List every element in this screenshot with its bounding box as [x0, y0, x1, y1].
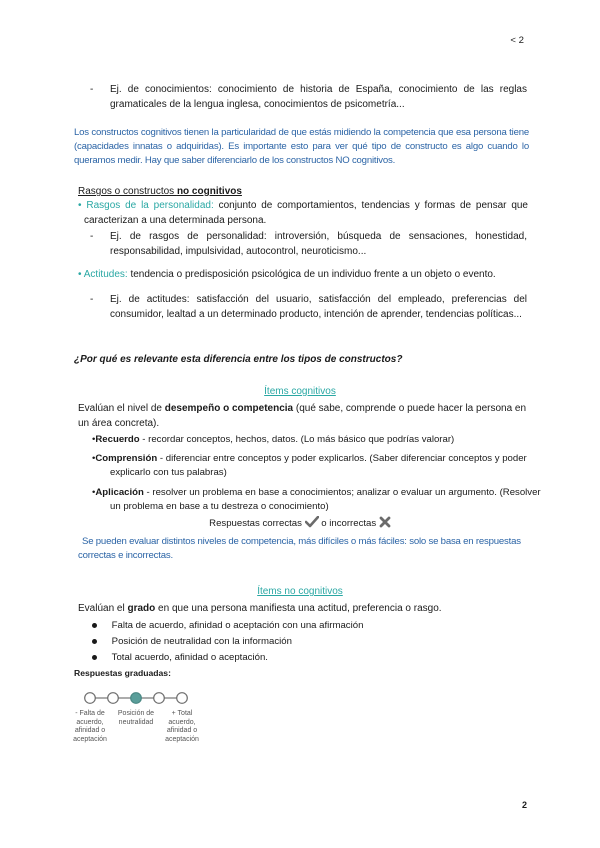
noncognitive-intro-post: en que una persona manifiesta una actitud, preferencia o rasgo.	[155, 603, 442, 614]
cognitive-constructs-note: Los constructos cognitivos tienen la particularidad de que estás midiendo la competencia que esa persona tiene (capacidades innatas o adquiridas). Es importante esto para ver qué tipo de constructo es algo cuando lo queramos medir. Hay que saber diferenciarlo de los constructos NO cognitivos.	[74, 127, 529, 166]
bullet-text: Posición de neutralidad con la información	[111, 636, 292, 647]
teal-bullet: •	[78, 269, 82, 280]
relevance-question: ¿Por qué es relevante esta diferencia entre los tipos de constructos?	[74, 354, 403, 365]
knowledge-example-text: Ej. de conocimientos: conocimiento de historia de España, conocimiento de las reglas gramaticales de la lengua inglesa, conocimientos de psicometría...	[110, 84, 527, 110]
cognitive-item-comprehension: •Comprensión - diferenciar entre conceptos y poder explicarlos. (Saber diferenciar conceptos y poder explicarlo con tus palabras)	[92, 453, 527, 478]
scale-dot-1	[85, 693, 96, 704]
cross-icon	[379, 516, 391, 528]
noncognitive-items-title: Ítems no cognitivos	[257, 586, 343, 597]
application-text: - resolver un problema en base a conocimientos; analizar o evaluar un argumento. (Resolver un problema en base a tu destreza o conocimiento)	[110, 487, 541, 512]
comprehension-label: Comprensión	[95, 453, 158, 464]
noncog-bullet-3	[92, 651, 268, 665]
scale-label-neutral: Posición de neutralidad	[117, 710, 155, 726]
answers-incorrect-text: o incorrectas	[321, 518, 377, 529]
bullet-text: Falta de acuerdo, afinidad o aceptación con una afirmación	[111, 620, 364, 631]
cognitive-item-application: •Aplicación - resolver un problema en base a conocimientos; analizar o evaluar un argumento. (Resolver un problema en base a tu destreza o conocimiento)	[92, 487, 541, 512]
bullet-icon	[92, 639, 97, 644]
recall-label: Recuerdo	[95, 434, 140, 445]
attitudes-item	[78, 267, 528, 282]
attitudes-example: - Ej. de actitudes: satisfacción del usuario, satisfacción del empleado, preferencias del consumidor, lealtad a un determinado producto, intención de aprender, tendencias políticas...	[90, 294, 527, 320]
scale-dot-2	[108, 693, 119, 704]
page-number: 2	[522, 800, 528, 810]
noncog-bullet-2	[92, 635, 292, 649]
page-marker: < 2	[510, 35, 524, 46]
noncognitive-heading	[78, 184, 242, 199]
cognitive-item-recall: •Recuerdo - recordar conceptos, hechos, datos. (Lo más básico que podrías valorar)	[92, 434, 455, 445]
cognitive-intro-bold: desempeño o competencia	[164, 403, 294, 414]
noncognitive-intro-bold: grado	[127, 603, 156, 614]
answers-line	[0, 516, 600, 531]
noncog-bullet-1	[92, 619, 363, 633]
personality-example-text: Ej. de rasgos de personalidad: introversión, búsqueda de sensaciones, honestidad, responsabilidad, impulsividad, autocontrol, neuroticismo...	[110, 231, 527, 257]
attitudes-example-text: Ej. de actitudes: satisfacción del usuario, satisfacción del empleado, preferencias del consumidor, lealtad a un determinado producto, intención de aprender, tendencias políticas...	[110, 294, 527, 320]
checkmark-icon	[305, 516, 319, 528]
attitudes-label: Actitudes:	[83, 269, 128, 280]
bullet-icon	[92, 655, 97, 660]
noncognitive-intro	[78, 601, 528, 616]
personality-text: conjunto de comportamientos, tendencias y formas de pensar que caracterizan a una determinada persona.	[84, 200, 528, 226]
heading-prefix: Rasgos o constructos	[78, 186, 177, 197]
noncognitive-intro-pre: Evalúan el	[78, 603, 128, 614]
scale-dot-4	[154, 693, 165, 704]
personality-example: - Ej. de rasgos de personalidad: introversión, búsqueda de sensaciones, honestidad, responsabilidad, impulsividad, autocontrol, neuroticismo...	[90, 231, 527, 257]
teal-bullet: •	[78, 200, 82, 211]
graded-answers-label: Respuestas graduadas:	[74, 668, 171, 678]
scale-dot-5	[177, 693, 188, 704]
cognitive-intro-pre: Evalúan el nivel de	[78, 403, 165, 414]
bullet-text: Total acuerdo, afinidad o aceptación.	[111, 652, 268, 663]
scale-label-high: + Total acuerdo, afinidad o aceptación	[165, 710, 199, 743]
personality-traits-item	[78, 198, 528, 228]
answers-correct-text: Respuestas correctas	[209, 518, 302, 529]
cognitive-intro-post: (qué sabe, comprende o puede hacer la persona en un área concreta).	[78, 403, 527, 429]
graded-scale	[80, 688, 196, 708]
bullet-icon	[92, 623, 97, 628]
scale-label-low: - Falta de acuerdo, afinidad o aceptación	[73, 710, 107, 743]
knowledge-example: - Ej. de conocimientos: conocimiento de historia de España, conocimiento de las reglas gramaticales de la lengua inglesa, conocimientos de psicometría...	[90, 84, 527, 110]
comprehension-text: - diferenciar entre conceptos y poder explicarlos. (Saber diferenciar conceptos y poder explicarlo con tus palabras)	[110, 453, 527, 478]
application-label: Aplicación	[95, 487, 144, 498]
competence-note: Se pueden evaluar distintos niveles de competencia, más difíciles o más fáciles: solo se basa en respuestas correctas e incorrectas.	[78, 536, 521, 561]
attitudes-text: tendencia o predisposición psicológica de un individuo frente a un objeto o evento.	[130, 269, 496, 280]
personality-label: Rasgos de la personalidad:	[86, 200, 214, 211]
heading-bold: no cognitivos	[176, 186, 242, 197]
cognitive-items-title: Ítems cognitivos	[264, 386, 336, 397]
recall-text: - recordar conceptos, hechos, datos. (Lo más básico que podrías valorar)	[139, 434, 455, 445]
cognitive-intro	[78, 401, 528, 431]
scale-dot-3-selected	[131, 693, 142, 704]
